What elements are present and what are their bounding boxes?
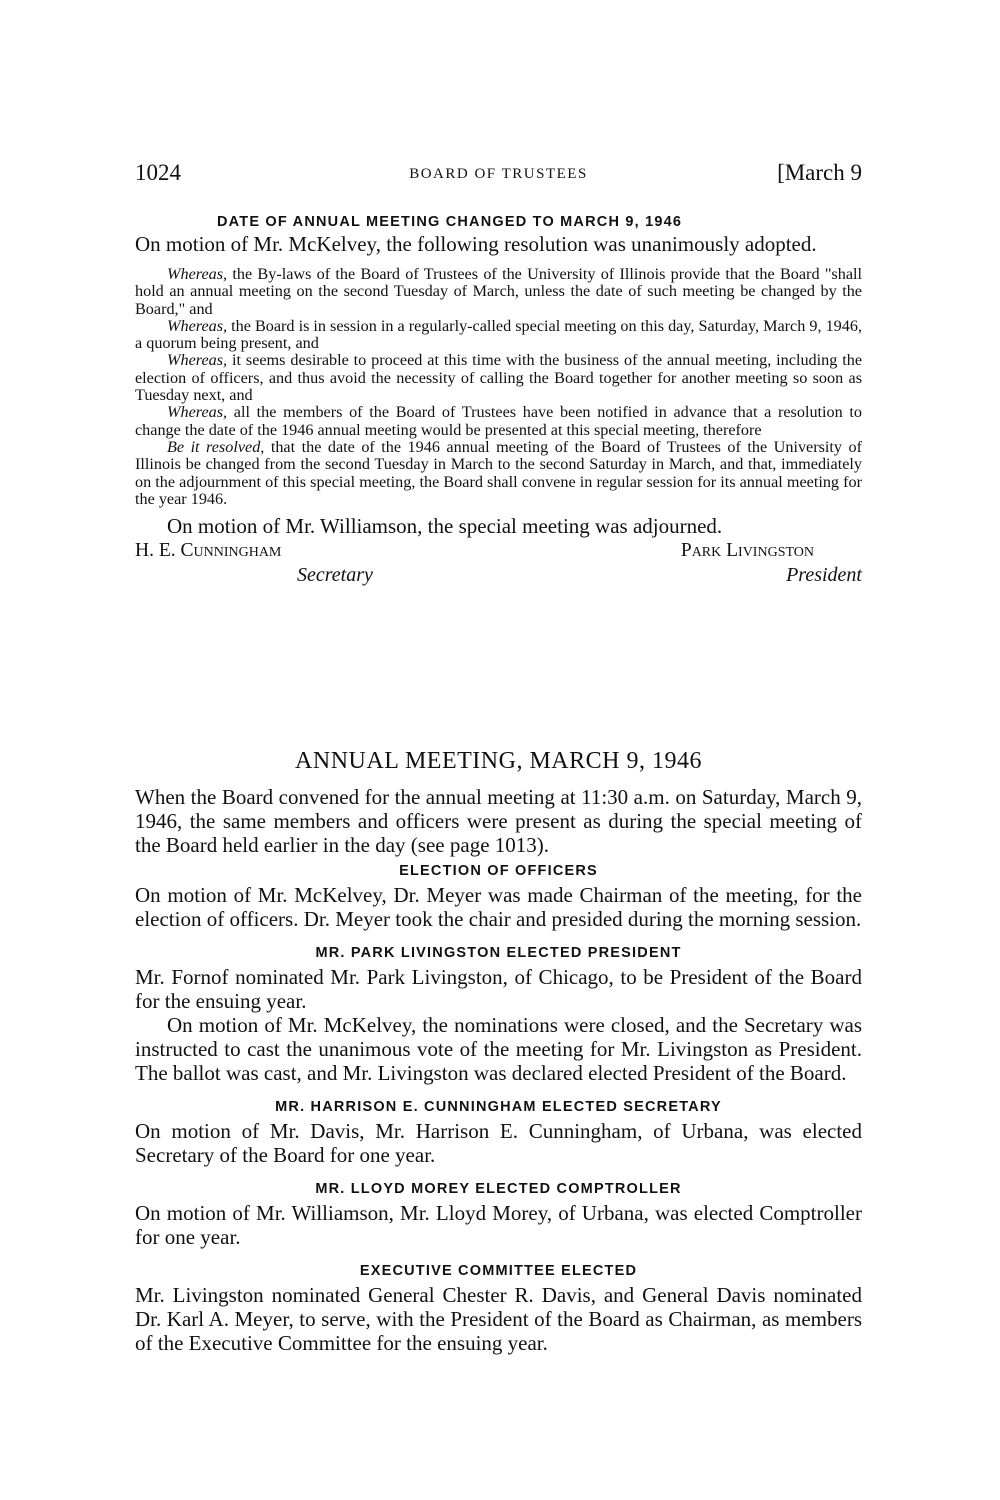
special-meeting-section	[135, 214, 862, 590]
president-text-1: Mr. Fornof nominated Mr. Park Livingston, of Chicago, to be President of the Board for the ensuing year.	[135, 965, 862, 1013]
president-title: President	[786, 564, 862, 587]
section-heading-date-change: DATE OF ANNUAL MEETING CHANGED TO MARCH 9, 1946	[217, 214, 683, 230]
whereas-label: Whereas,	[167, 403, 228, 422]
annual-meeting-title: ANNUAL MEETING, MARCH 9, 1946	[295, 748, 702, 774]
whereas-paragraph-3	[135, 352, 862, 404]
president-name: Park Livingston	[680, 540, 814, 562]
signature-names	[135, 540, 862, 564]
executive-heading: EXECUTIVE COMMITTEE ELECTED	[359, 1263, 638, 1279]
whereas-paragraph-1	[135, 266, 862, 318]
running-head	[135, 160, 862, 194]
election-text: On motion of Mr. McKelvey, Dr. Meyer was made Chairman of the meeting, for the election of officers. Dr. Meyer took the chair and presided during the morning session.	[135, 883, 862, 931]
resolved-text: that the date of the 1946 annual meeting of the Board of Trustees of the University of Illinois be changed from the second Tuesday in March to the second Saturday in March, and that, immediately on the adjournment of this special meeting, the Board shall convene in regular session for its annual meeting for the year 1946.	[135, 437, 862, 508]
whereas-text: all the members of the Board of Trustees have been notified in advance that a resolution to change the date of the 1946 annual meeting would be presented at this special meeting, therefore	[135, 403, 862, 439]
annual-meeting-section	[135, 748, 862, 1355]
running-date: [March 9	[777, 160, 862, 185]
president-heading: MR. PARK LIVINGSTON ELECTED PRESIDENT	[315, 945, 682, 961]
adjournment-text: On motion of Mr. Williamson, the special meeting was adjourned.	[167, 514, 723, 539]
secretary-heading: MR. HARRISON E. CUNNINGHAM ELECTED SECRETARY	[275, 1099, 722, 1115]
resolved-paragraph	[135, 439, 862, 508]
executive-text: Mr. Livingston nominated General Chester R. Davis, and General Davis nominated Dr. Karl A. Meyer, to serve, with the President of the Board as Chairman, as members of the Executive Committee for the ensuing year.	[135, 1283, 862, 1355]
secretary-text: On motion of Mr. Davis, Mr. Harrison E. Cunningham, of Urbana, was elected Secretary of the Board for one year.	[135, 1119, 862, 1167]
resolved-label: Be it resolved,	[167, 437, 265, 456]
comptroller-heading: MR. LLOYD MOREY ELECTED COMPTROLLER	[315, 1181, 682, 1197]
whereas-paragraph-2	[135, 318, 862, 353]
election-heading: ELECTION OF OFFICERS	[399, 863, 598, 879]
secretary-title: Secretary	[297, 564, 373, 587]
motion-intro: On motion of Mr. McKelvey, the following resolution was unanimously adopted.	[135, 232, 817, 256]
president-text-2: On motion of Mr. McKelvey, the nominations were closed, and the Secretary was instructed to cast the unanimous vote of the meeting for Mr. Livingston as President. The ballot was cast, and Mr. Livingston was declared elected President of the Board.	[135, 1013, 862, 1085]
whereas-text: the Board is in session in a regularly-called special meeting on this day, Saturday, March 9, 1946, a quorum being present, and	[135, 316, 862, 353]
whereas-text: the By-laws of the Board of Trustees of the University of Illinois provide that the Board "shall hold an annual meeting on the second Tuesday of March, unless the date of such meeting be changed by the Board," and	[135, 265, 862, 318]
page-number: 1024	[135, 160, 181, 185]
whereas-text: it seems desirable to proceed at this time with the business of the annual meeting, including the election of officers, and thus avoid the necessity of calling the Board together for another meeting so soon as Tuesday next, and	[135, 351, 862, 405]
annual-meeting-intro: When the Board convened for the annual meeting at 11:30 a.m. on Saturday, March 9, 1946, the same members and officers were present as during the special meeting of the Board held earlier in the day (see page 1013).	[135, 785, 862, 857]
comptroller-text: On motion of Mr. Williamson, Mr. Lloyd Morey, of Urbana, was elected Comptroller for one year.	[135, 1201, 862, 1249]
secretary-name: H. E. Cunningham	[135, 540, 282, 562]
running-title: BOARD OF TRUSTEES	[409, 166, 588, 182]
signature-titles	[135, 564, 862, 590]
whereas-label: Whereas,	[167, 316, 228, 335]
whereas-paragraph-4	[135, 404, 862, 439]
whereas-label: Whereas,	[167, 351, 228, 370]
whereas-label: Whereas,	[167, 265, 228, 283]
